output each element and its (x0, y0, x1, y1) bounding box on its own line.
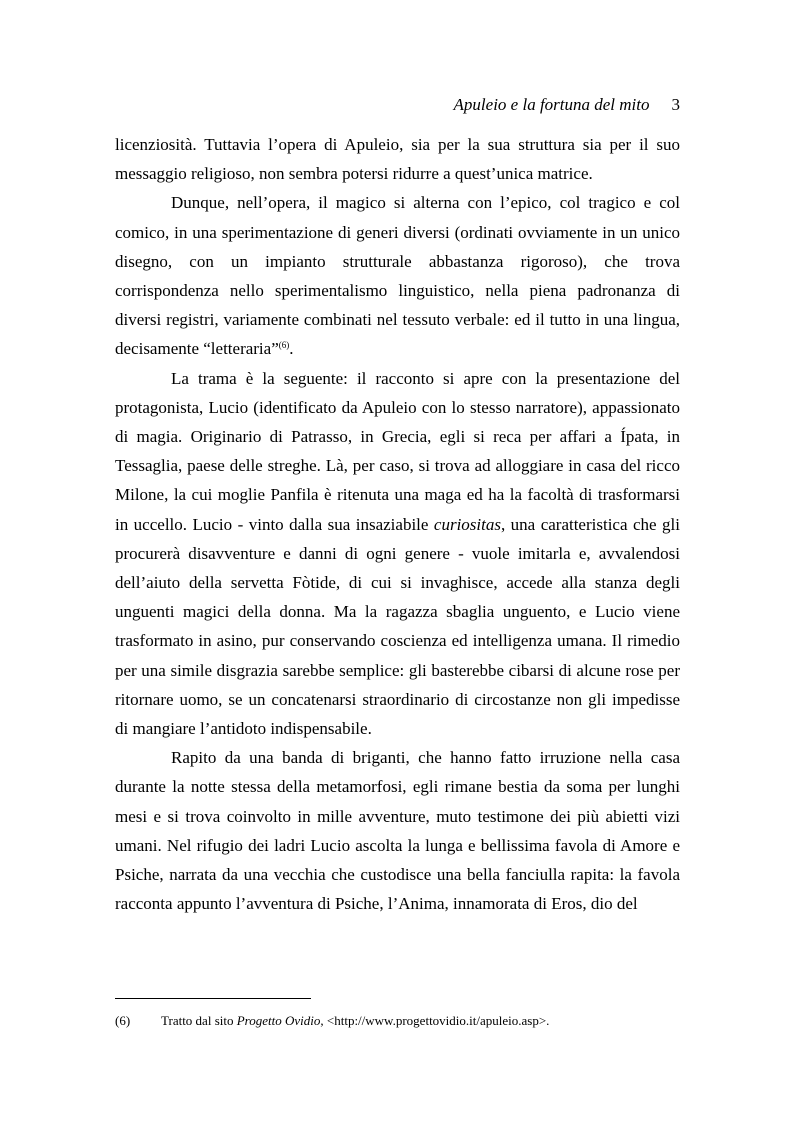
paragraph-3-part-b: , una caratteristica che gli procurerà disavventure e danni di ogni genere - vuole imitarla e, avvalendosi dell’aiuto della servetta Fòtide, di cui si invaghisce, accede alla stanza degli unguenti magici della donna. Ma la ragazza sbaglia unguento, e Lucio viene trasformato in asino, pur conservando coscienza ed intelligenza umana. Il rimedio per una simile disgrazia sarebbe semplice: gli basterebbe cibarsi di alcune rose per ritornare uomo, se un concatenarsi straordinario di circostanze non gli impedisse di mangiare l’antidoto indispensabile. (115, 514, 680, 739)
footnote (115, 1012, 549, 1030)
paragraph-3-part-a: La trama è la seguente: il racconto si apre con la presentazione del protagonista, Lucio (identificato da Apuleio con lo stesso narratore), appassionato di magia. Originario di Patrasso, in Grecia, egli si reca per affari a Ípata, in Tessaglia, paese delle streghe. Là, per caso, si trova ad alloggiare in casa del ricco Milone, la cui moglie Panfila è ritenuta una maga ed ha la facoltà di trasformarsi in uccello. Lucio - vinto dalla sua insaziabile (115, 368, 680, 534)
footnote-separator (115, 998, 311, 999)
footnote-text-after: , <http://www.progettovidio.it/apuleio.asp>. (320, 1013, 550, 1028)
header-title: Apuleio e la fortuna del mito (453, 95, 650, 114)
paragraph-3-italic-term: curiositas (433, 514, 501, 534)
footnote-text-before: Tratto dal sito (161, 1013, 237, 1028)
paragraph-2-text: Dunque, nell’opera, il magico si alterna con l’epico, col tragico e col comico, in una sperimentazione di generi diversi (ordinati ovviamente in un unico disegno, con un impianto strutturale abbastanza rigoroso), che trova corrispondenza nello sperimentalismo linguistico, nella piena padronanza di diversi registri, variamente combinati nel tessuto verbale: ed il tutto in una lingua, decisamente “letteraria” (115, 193, 680, 359)
page-number: 3 (671, 95, 680, 114)
footnote-source: Progetto Ovidio (236, 1013, 321, 1028)
footnote-number: (6) (115, 1013, 131, 1028)
running-header (454, 93, 680, 117)
footnote-reference: (6) (278, 340, 290, 351)
paragraph-1: licenziosità. Tuttavia l’opera di Apuleio, sia per la sua struttura sia per il suo messaggio religioso, non sembra potersi ridurre a quest’unica matrice. (115, 135, 680, 184)
paragraph-4: Rapito da una banda di briganti, che hanno fatto irruzione nella casa durante la notte stessa della metamorfosi, egli rimane bestia da soma per lunghi mesi e si trova coinvolto in mille avventure, muto testimone dei più abietti vizi umani. Nel rifugio dei ladri Lucio ascolta la lunga e bellissima favola di Amore e Psiche, narrata da una vecchia che custodisce una bella fanciulla rapita: la favola racconta appunto l’avventura di Psiche, l’Anima, innamorata di Eros, dio del (115, 748, 680, 914)
paragraph-2 (115, 188, 680, 363)
paragraph-3 (115, 364, 680, 744)
paragraph-2-end: . (289, 339, 294, 359)
body-text (115, 130, 680, 918)
